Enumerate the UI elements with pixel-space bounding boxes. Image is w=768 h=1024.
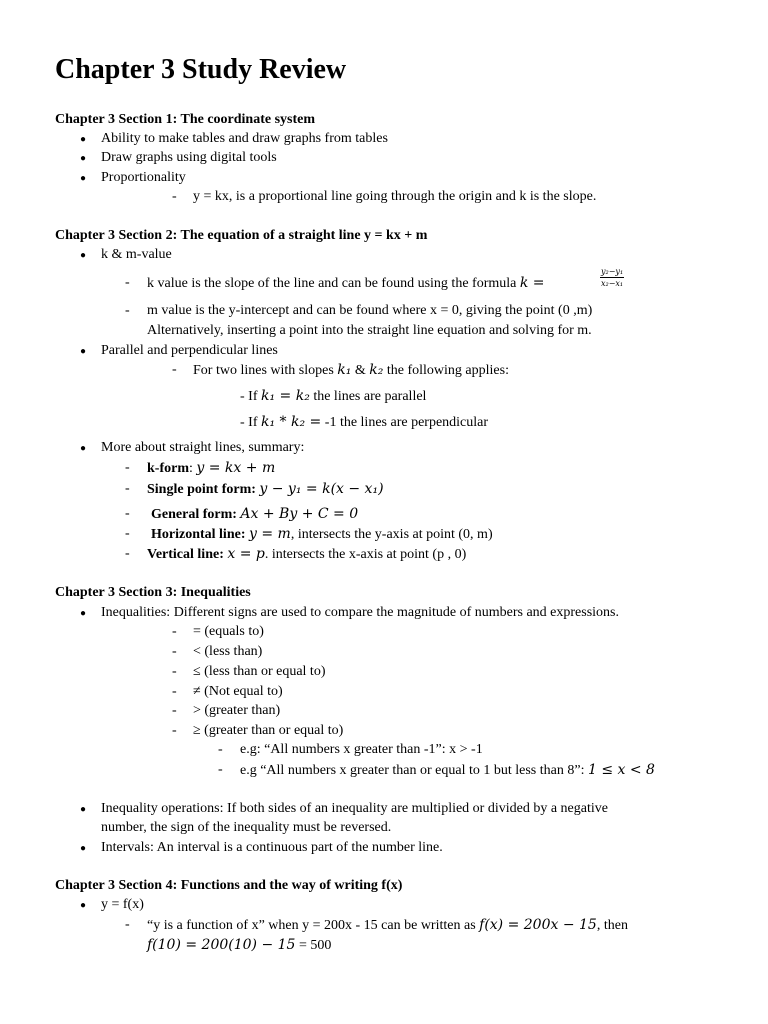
- formula-label: Single point form:: [147, 482, 256, 497]
- sub-item-text: For two lines with slopes: [193, 363, 334, 378]
- formula-single-point: [147, 481, 384, 498]
- sub-item: = (equals to): [193, 624, 264, 639]
- bullet-icon: ●: [80, 608, 87, 619]
- sub-item: [147, 917, 628, 934]
- bullet-icon: ●: [80, 153, 87, 164]
- sub-item-continuation: [147, 937, 331, 954]
- sub-item: ≤ (less than or equal to): [193, 664, 326, 679]
- formula-k-form: [147, 460, 275, 477]
- list-item-continuation: number, the sign of the inequality must be reversed.: [101, 820, 392, 835]
- formula-math: x = p: [227, 546, 265, 562]
- fraction-denominator: x₂−x₁: [601, 279, 624, 289]
- dash-marker: -: [125, 460, 130, 475]
- list-item: y = f(x): [101, 897, 144, 912]
- formula-label: General form:: [151, 507, 237, 522]
- example-math: 1 ≤ x < 8: [587, 762, 655, 778]
- sub-item: > (greater than): [193, 703, 281, 718]
- formula-math: y = m: [249, 526, 291, 542]
- list-item: Parallel and perpendicular lines: [101, 343, 278, 358]
- list-item: Ability to make tables and draw graphs from tables: [101, 131, 388, 146]
- math-k1: k₁: [337, 362, 352, 378]
- formula-label: Vertical line:: [147, 547, 224, 562]
- fraction-numerator: y₂−y₁: [600, 267, 624, 278]
- sub-item-text: k value is the slope of the line and can be found using the formula: [147, 276, 517, 291]
- sub-item: < (less than): [193, 644, 263, 659]
- example-item: e.g: “All numbers x greater than -1”: x > -1: [240, 742, 483, 757]
- dash-marker: -: [172, 189, 177, 204]
- section-2-heading: Chapter 3 Section 2: The equation of a straight line y = kx + m: [55, 228, 428, 243]
- perpendicular-condition: k₁ * k₂ =: [261, 414, 322, 430]
- bullet-icon: ●: [80, 173, 87, 184]
- bullet-icon: ●: [80, 443, 87, 454]
- slope-fraction: [600, 267, 624, 288]
- parallel-rule: [240, 388, 426, 405]
- sub-item: y = kx, is a proportional line going through the origin and k is the slope.: [193, 189, 597, 204]
- ampersand: &: [354, 363, 366, 378]
- list-item: k & m-value: [101, 247, 172, 262]
- formula-label: Horizontal line:: [151, 527, 246, 542]
- dash-marker: -: [172, 624, 177, 639]
- formula-horizontal: [151, 526, 493, 543]
- formula-math: y − y₁ = k(x − x₁): [259, 481, 384, 497]
- slope-formula: k =: [519, 275, 545, 291]
- sub-item-text: = 500: [298, 938, 332, 953]
- formula-math: y = kx + m: [196, 460, 276, 476]
- example-item: [240, 762, 655, 779]
- math-k2: k₂: [369, 362, 384, 378]
- dash-marker: -: [218, 762, 223, 777]
- rule-prefix: - If: [240, 415, 258, 430]
- rule-text: -1 the lines are perpendicular: [324, 415, 489, 430]
- dash-marker: -: [172, 664, 177, 679]
- section-1-heading: Chapter 3 Section 1: The coordinate system: [55, 112, 316, 127]
- dash-marker: -: [125, 506, 130, 521]
- section-3-heading: Chapter 3 Section 3: Inequalities: [55, 585, 251, 600]
- list-item: Inequality operations: If both sides of an inequality are multiplied or divided by a negative: [101, 801, 608, 816]
- sub-item-text: the following applies:: [386, 363, 509, 378]
- dash-marker: -: [218, 742, 223, 757]
- list-item: Draw graphs using digital tools: [101, 150, 277, 165]
- sub-item-text: , then: [596, 918, 628, 933]
- bullet-icon: ●: [80, 900, 87, 911]
- bullet-icon: ●: [80, 134, 87, 145]
- list-item: Intervals: An interval is a continuous part of the number line.: [101, 840, 443, 855]
- dash-marker: -: [125, 303, 130, 318]
- parallel-condition: k₁ = k₂: [261, 388, 310, 404]
- label-colon: :: [189, 461, 193, 476]
- sub-item: ≠ (Not equal to): [193, 684, 283, 699]
- list-item: Inequalities: Different signs are used to compare the magnitude of numbers and expressions.: [101, 605, 619, 620]
- function-math: f(10) = 200(10) − 15: [147, 937, 296, 953]
- sub-item: m value is the y-intercept and can be found where x = 0, giving the point (0 ,m): [147, 303, 593, 318]
- rule-prefix: - If: [240, 389, 258, 404]
- sub-item-text: “y is a function of x” when y = 200x - 15 can be written as: [147, 918, 476, 933]
- dash-marker: -: [125, 546, 130, 561]
- dash-marker: -: [125, 275, 130, 290]
- formula-text: . intersects the x-axis at point (p , 0): [264, 547, 467, 562]
- page-title: Chapter 3 Study Review: [55, 54, 347, 85]
- bullet-icon: ●: [80, 250, 87, 261]
- rule-text: the lines are parallel: [313, 389, 427, 404]
- sub-item: [147, 275, 545, 292]
- sub-item: [193, 362, 509, 379]
- formula-general: [151, 506, 358, 523]
- dash-marker: -: [125, 526, 130, 541]
- function-math: f(x) = 200x − 15: [479, 917, 597, 933]
- dash-marker: -: [125, 481, 130, 496]
- dash-marker: -: [172, 644, 177, 659]
- section-4-heading: Chapter 3 Section 4: Functions and the way of writing f(x): [55, 878, 403, 893]
- formula-text: , intersects the y-axis at point (0, m): [290, 527, 493, 542]
- dash-marker: -: [172, 723, 177, 738]
- dash-marker: -: [172, 703, 177, 718]
- list-item: More about straight lines, summary:: [101, 440, 305, 455]
- perpendicular-rule: [240, 414, 488, 431]
- bullet-icon: ●: [80, 804, 87, 815]
- formula-math: Ax + By + C = 0: [240, 506, 359, 522]
- sub-item-continuation: Alternatively, inserting a point into the straight line equation and solving for m.: [147, 323, 592, 338]
- bullet-icon: ●: [80, 346, 87, 357]
- formula-label: k-form: [147, 461, 189, 476]
- dash-marker: -: [172, 684, 177, 699]
- dash-marker: -: [172, 362, 177, 377]
- example-text: e.g “All numbers x greater than or equal to 1 but less than 8”:: [240, 763, 585, 778]
- sub-item: ≥ (greater than or equal to): [193, 723, 344, 738]
- dash-marker: -: [125, 917, 130, 932]
- bullet-icon: ●: [80, 843, 87, 854]
- formula-vertical: [147, 546, 466, 563]
- list-item: Proportionality: [101, 170, 186, 185]
